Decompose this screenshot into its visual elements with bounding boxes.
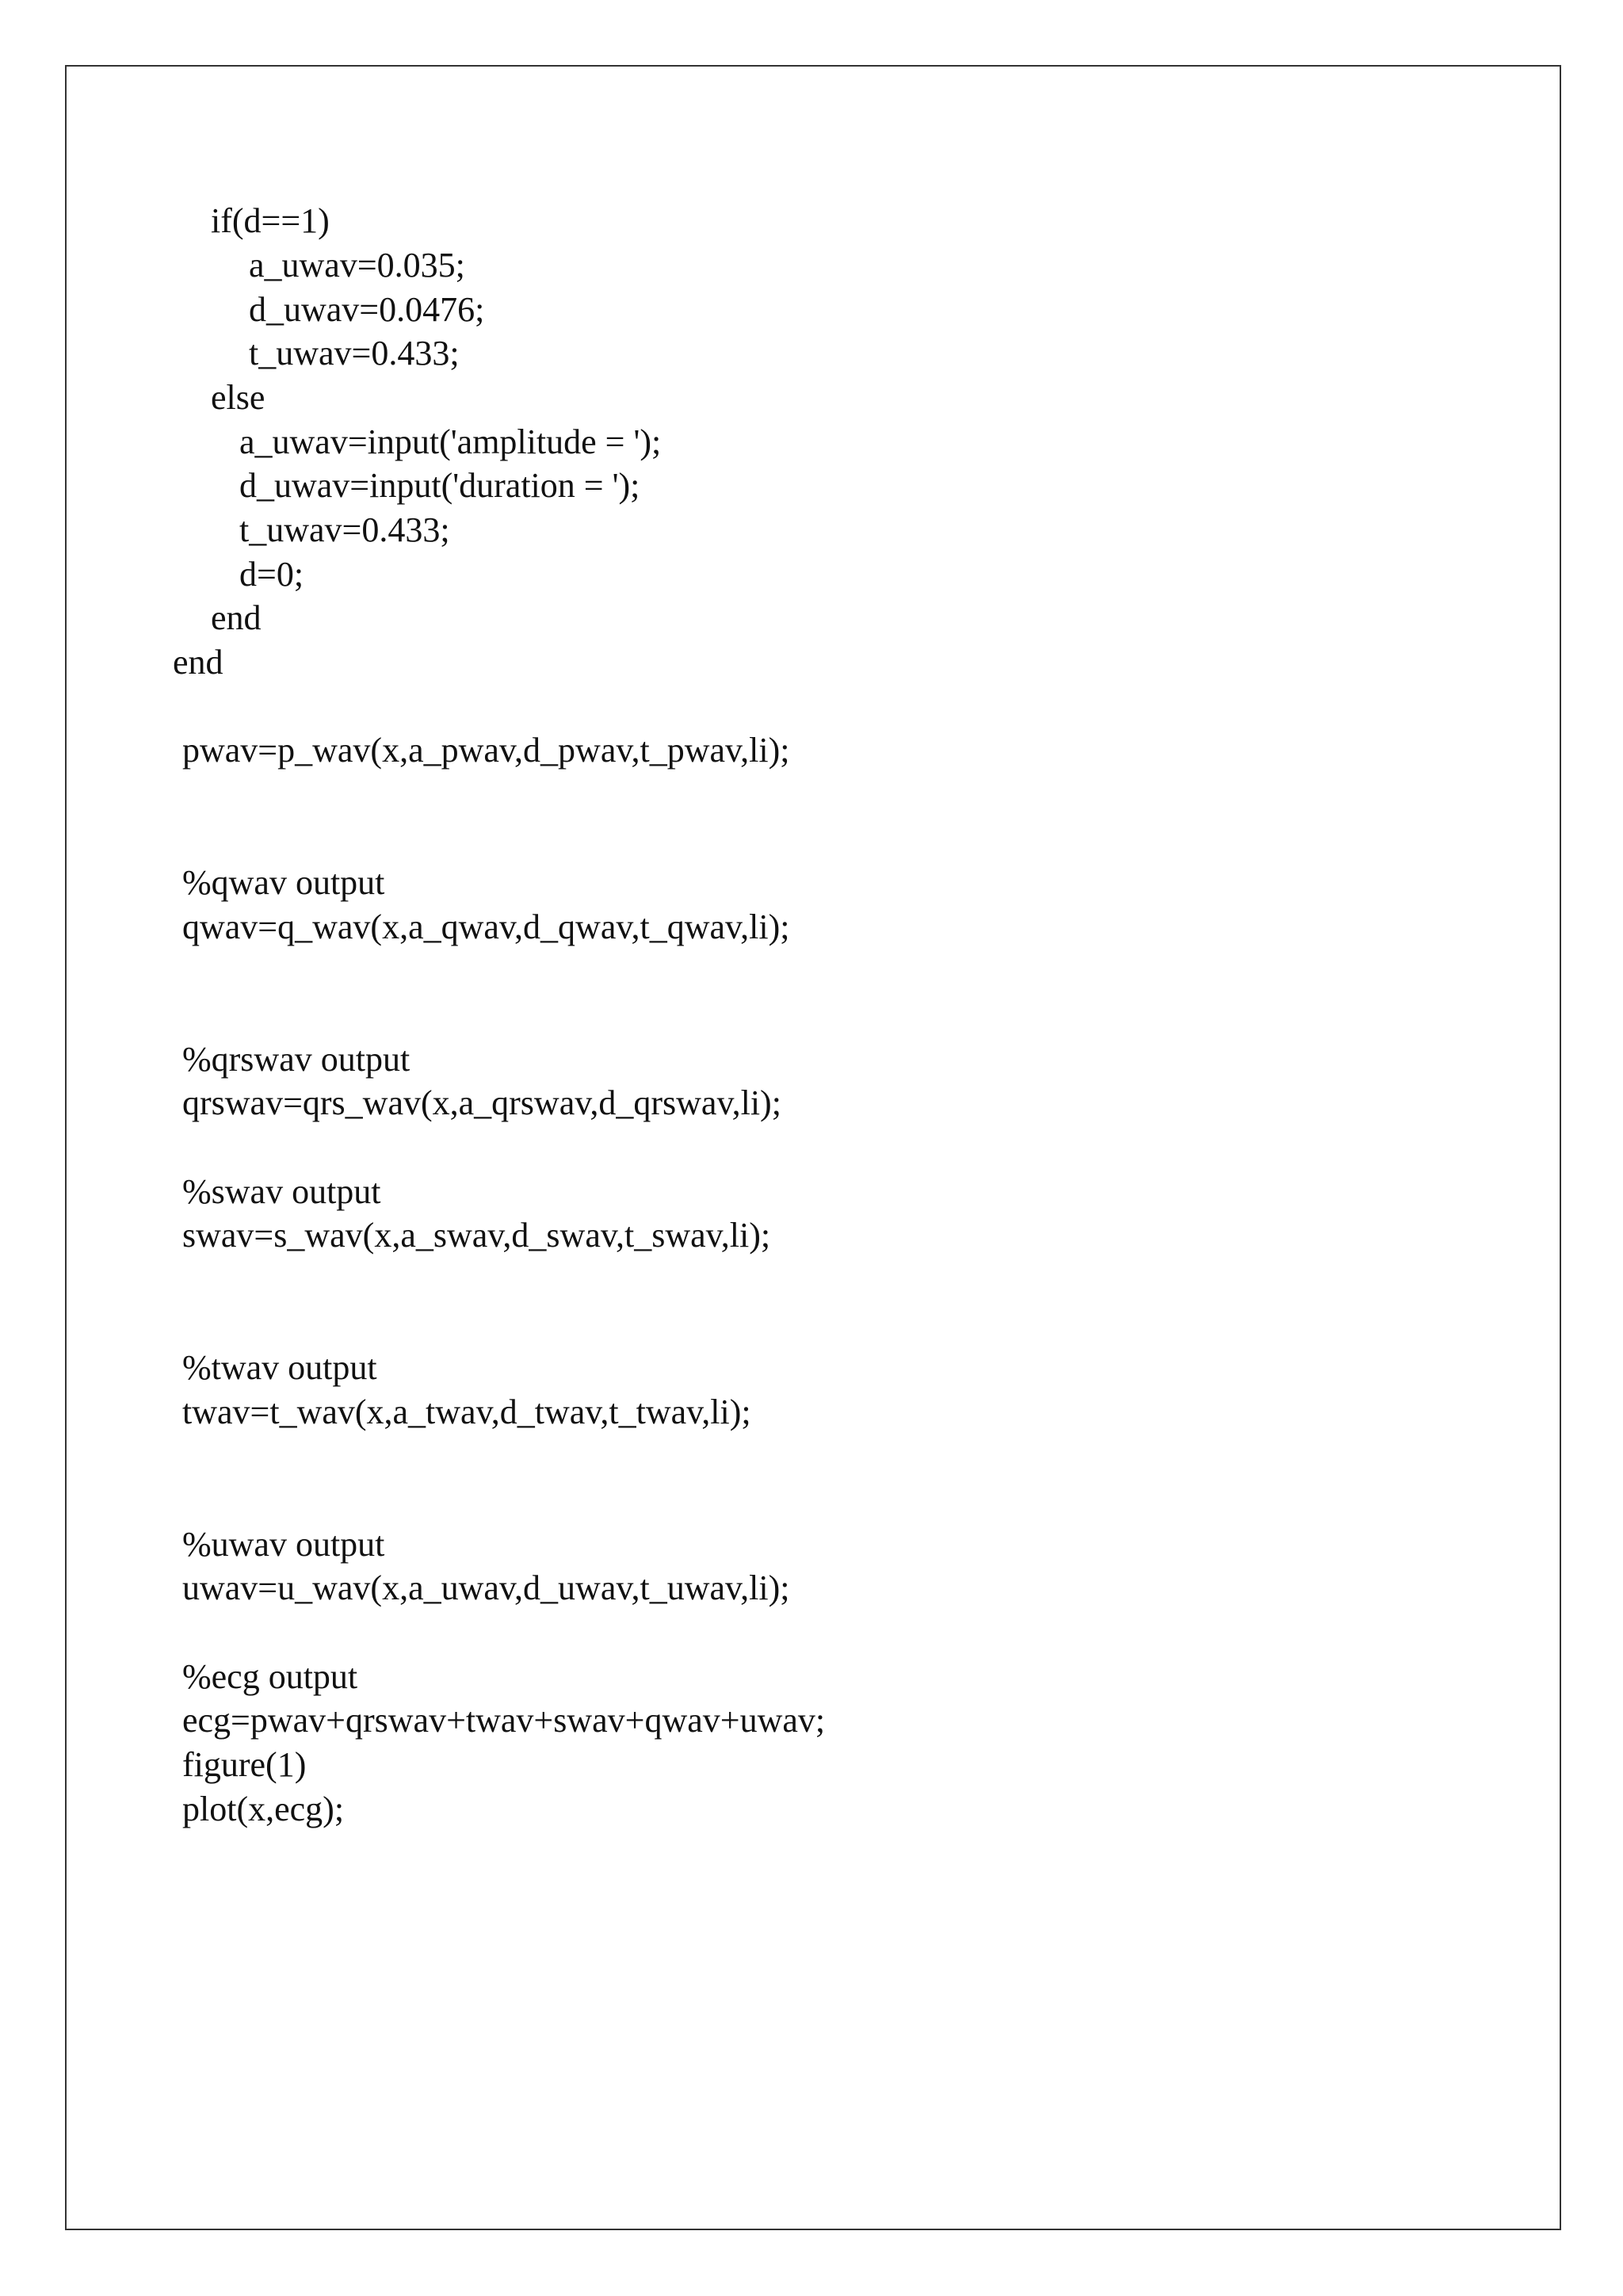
code-line: end <box>173 643 223 682</box>
code-comment: %uwav output <box>182 1525 385 1564</box>
code-line: t_uwav=0.433; <box>239 510 450 549</box>
code-line: d=0; <box>239 555 304 594</box>
code-line: pwav=p_wav(x,a_pwav,d_pwav,t_pwav,li); <box>182 731 790 770</box>
code-comment: %swav output <box>182 1172 381 1211</box>
code-line: figure(1) <box>182 1745 307 1784</box>
code-comment: %qrswav output <box>182 1040 411 1079</box>
code-line: swav=s_wav(x,a_swav,d_swav,t_swav,li); <box>182 1216 771 1255</box>
code-line: t_uwav=0.433; <box>249 334 460 372</box>
code-line: else <box>211 378 265 417</box>
code-line: d_uwav=input('duration = '); <box>239 466 640 505</box>
code-line: uwav=u_wav(x,a_uwav,d_uwav,t_uwav,li); <box>182 1568 790 1607</box>
code-line: plot(x,ecg); <box>182 1790 345 1828</box>
code-line: if(d==1) <box>211 201 330 240</box>
code-line: qwav=q_wav(x,a_qwav,d_qwav,t_qwav,li); <box>182 907 790 946</box>
code-line: a_uwav=0.035; <box>249 246 465 285</box>
code-line: end <box>211 598 262 637</box>
code-line: d_uwav=0.0476; <box>249 290 485 329</box>
code-line: ecg=pwav+qrswav+twav+swav+qwav+uwav; <box>182 1701 826 1740</box>
code-line: twav=t_wav(x,a_twav,d_twav,t_twav,li); <box>182 1392 751 1431</box>
code-comment: %ecg output <box>182 1657 358 1696</box>
code-line: qrswav=qrs_wav(x,a_qrswav,d_qrswav,li); <box>182 1083 781 1122</box>
code-comment: %qwav output <box>182 863 385 902</box>
code-comment: %twav output <box>182 1348 377 1387</box>
code-line: a_uwav=input('amplitude = '); <box>239 422 662 461</box>
